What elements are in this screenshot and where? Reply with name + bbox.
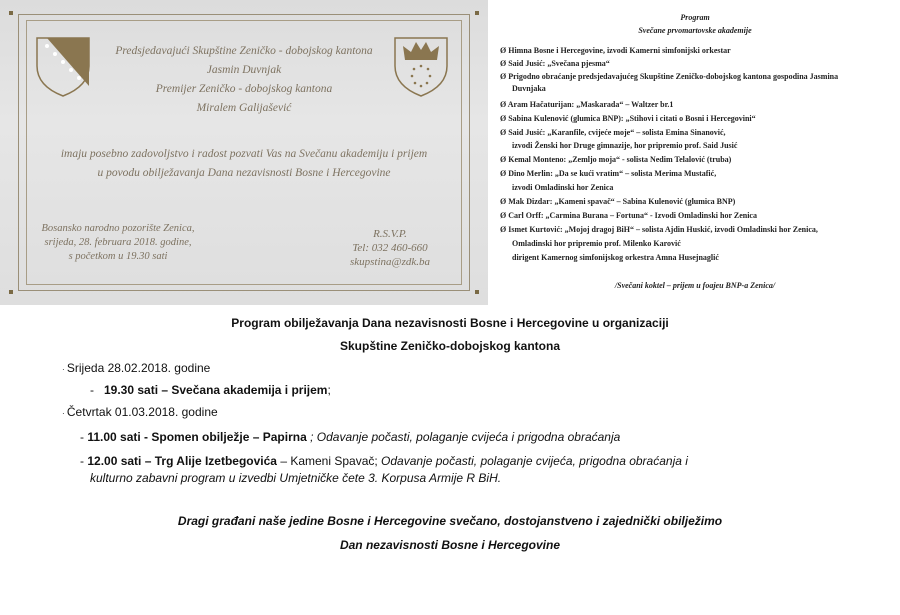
event-detail: ; xyxy=(327,383,331,397)
corner-dot xyxy=(475,11,479,15)
program-item-cont: izvodi Omladinski hor Zenica xyxy=(512,183,614,192)
day-label: Srijeda 28.02.2018. godine xyxy=(66,361,211,375)
schedule-title: Program obilježavanja Dana nezavisnosti Bosne i Hercegovine u organizaciji xyxy=(231,316,669,330)
program-item: Ø Carl Orff: „Carmina Burana – Fortuna“ - Izvodi Omladinski hor Zenica xyxy=(500,211,757,220)
venue-line: srijeda, 28. februara 2018. godine, xyxy=(44,237,192,248)
program-subtitle: Svečane prvomartovske akademije xyxy=(638,26,752,35)
invitation-card-image xyxy=(0,0,488,305)
event-location: – Kameni Spavač; xyxy=(276,454,382,468)
event-detail-cont: kulturno zabavni program u izvedbi Umjetničke čete 3. Korpusa Armije R BiH. xyxy=(90,471,502,485)
day-label: Četvrtak 01.03.2018. godine xyxy=(66,405,218,419)
program-item: Ø Said Jusić: „Karanfile, cvijeće moje“ – solista Emina Sinanović, xyxy=(500,128,726,137)
schedule-title: Skupštine Zeničko-dobojskog kantona xyxy=(339,339,561,353)
corner-dot xyxy=(9,11,13,15)
card-line: u povodu obilježavanja Dana nezavisnosti Bosne i Hercegovine xyxy=(97,167,391,179)
program-item: Ø Said Jusić: „Svečana pjesma“ xyxy=(500,59,610,68)
corner-dot xyxy=(9,290,13,294)
closing-line: Dragi građani naše jedine Bosne i Hercegovine svečano, dostojanstveno i zajednički obilježimo xyxy=(177,514,723,528)
program-item: Ø Kemal Monteno: „Zemljo moja“ - solista Nedim Telalović (truba) xyxy=(500,155,732,164)
event-detail: ; Odavanje počasti, polaganje cvijeća i prigodna obraćanja xyxy=(306,430,621,444)
schedule-day: · Srijeda 28.02.2018. godine xyxy=(62,361,211,375)
card-line: Predsjedavajući Skupštine Zeničko - dobojskog kantona xyxy=(115,45,373,57)
schedule-event: - 12.00 sati – Trg Alije Izetbegovića – Kameni Spavač; Odavanje počasti, polaganje cvijeća, prigodna obraćanja i xyxy=(80,454,688,468)
program-item: Ø Aram Hačaturijan: „Maskarada“ – Waltzer br.1 xyxy=(500,100,674,109)
card-line: imaju posebno zadovoljstvo i radost pozvati Vas na Svečanu akademiju i prijem xyxy=(60,148,428,160)
schedule-event: - 11.00 sati - Spomen obilježje – Papirna ; Odavanje počasti, polaganje cvijeća i prigodna obraćanja xyxy=(80,430,621,444)
program-item: Ø Himna Bosne i Hercegovine, izvodi Kamerni simfonijski orkestar xyxy=(500,46,731,55)
card-line: Miralem Galijašević xyxy=(196,102,292,114)
schedule-event: - 19.30 sati – Svečana akademija i prijem; xyxy=(90,383,331,397)
program-item-cont: Omladinski hor pripremio prof. Milenko Karović xyxy=(512,239,681,248)
closing-line: Dan nezavisnosti Bosne i Hercegovine xyxy=(339,538,561,552)
event-title: 19.30 sati – Svečana akademija i prijem xyxy=(104,383,328,397)
rsvp-email: skupstina@zdk.ba xyxy=(349,256,431,268)
program-item: Ø Sabina Kulenović (glumica BNP): „Stihovi i citati o Bosni i Hercegovini“ xyxy=(500,114,756,123)
event-detail: Odavanje počasti, polaganje cvijeća, prigodna obraćanja i xyxy=(381,454,688,468)
program-cocktail: /Svečani koktel – prijem u foajeu BNP-a Zenica/ xyxy=(614,281,776,290)
event-title: 11.00 sati - Spomen obilježje – Papirna xyxy=(87,430,307,444)
rsvp-phone: Tel: 032 460-660 xyxy=(352,242,428,254)
program-item-cont: izvodi Ženski hor Druge gimnazije, hor pripremio prof. Said Jusić xyxy=(512,141,738,150)
program-item: Ø Prigodno obraćanje predsjedavajućeg Skupštine Zeničko-dobojskog kantona gospodina Jasmina xyxy=(500,72,839,81)
card-venue xyxy=(38,222,198,264)
rsvp-line: R.S.V.P. xyxy=(373,228,407,240)
program-item: Ø Mak Dizdar: „Kameni spavač“ – Sabina Kulenović (glumica BNP) xyxy=(500,197,736,206)
card-rsvp xyxy=(335,227,445,269)
program-item: Ø Dino Merlin: „Da se kući vratim“ – solista Merima Mustafić, xyxy=(500,169,717,178)
academy-program xyxy=(490,0,900,305)
schedule-day: · Četvrtak 01.03.2018. godine xyxy=(62,405,218,419)
venue-line: Bosansko narodno pozorište Zenica, xyxy=(41,223,195,234)
card-line: Jasmin Duvnjak xyxy=(206,64,282,76)
event-title: 12.00 sati – Trg Alije Izetbegovića xyxy=(87,454,277,468)
corner-dot xyxy=(475,290,479,294)
program-item: Ø Ismet Kurtović: „Mojoj dragoj BiH“ – solista Ajdin Huskić, izvodi Omladinski hor Zenica, xyxy=(500,225,818,234)
program-item-cont: dirigent Kamernog simfonijskog orkestra Amna Husejnaglić xyxy=(512,253,719,262)
program-title: Program xyxy=(680,13,710,22)
card-line: Premijer Zeničko - dobojskog kantona xyxy=(155,83,333,95)
venue-line: s početkom u 19.30 sati xyxy=(68,251,168,262)
program-item-cont: Duvnjaka xyxy=(512,84,546,93)
